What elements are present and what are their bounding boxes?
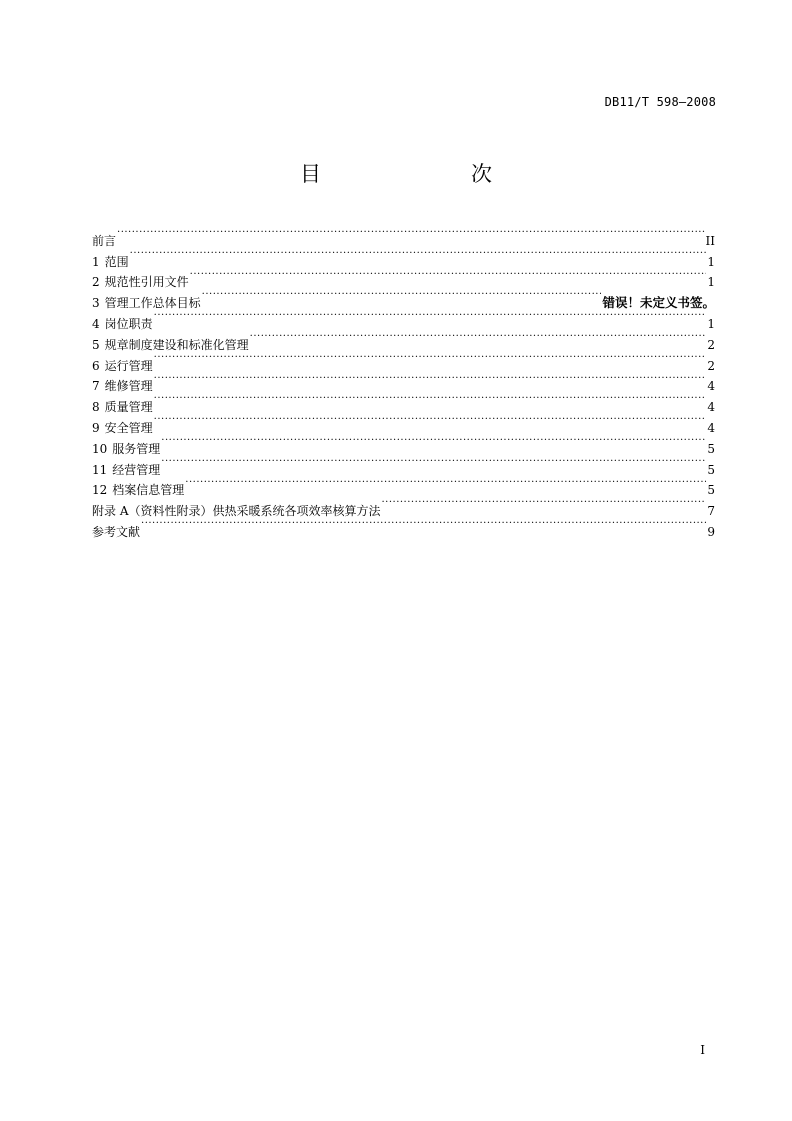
toc-entry-number: 9 — [92, 420, 100, 435]
toc-entry-number: 10 — [92, 441, 108, 456]
toc-entry-number: 7 — [92, 379, 100, 394]
toc-entry[interactable] — [92, 370, 715, 394]
toc-entry[interactable] — [92, 266, 715, 290]
toc-entry-number: 4 — [92, 316, 100, 331]
toc-entry-page: 4 — [707, 420, 715, 435]
toc-entry-number: 5 — [92, 337, 100, 352]
toc-entry-label: 维修管理 — [104, 379, 153, 394]
toc-leader-dots — [154, 390, 707, 411]
toc-entry-page: 4 — [707, 379, 715, 394]
toc-entry-label: 档案信息管理 — [112, 483, 185, 498]
toc-entry-number: 11 — [92, 462, 108, 477]
toc-entry[interactable] — [92, 224, 715, 248]
toc-entry-page: 1 — [707, 275, 715, 290]
toc-entry-page: 2 — [707, 358, 715, 373]
toc-entry[interactable] — [92, 494, 715, 519]
toc-entry-label: 附录 A（资料性附录）供热采暖系统各项效率核算方法 — [92, 504, 381, 519]
toc-entry[interactable] — [92, 307, 715, 331]
toc-entry-page: 7 — [707, 504, 715, 519]
toc-entry-label: 范围 — [104, 254, 129, 269]
toc-leader-dots — [154, 307, 707, 328]
toc-leader-dots — [154, 411, 707, 432]
toc-entry[interactable] — [92, 245, 715, 269]
toc-entry[interactable] — [92, 432, 715, 456]
toc-entry-number: 8 — [92, 400, 100, 415]
toc-leader-dots — [154, 370, 707, 391]
toc-leader-dots — [250, 328, 707, 349]
toc-entry[interactable] — [92, 474, 715, 498]
toc-entry-label: 经营管理 — [112, 462, 161, 477]
toc-entry-label: 服务管理 — [112, 441, 161, 456]
toc-entry-page: 9 — [707, 524, 715, 539]
toc-entry-label: 安全管理 — [104, 420, 153, 435]
toc-entry-label: 规范性引用文件 — [104, 275, 189, 290]
toc-leader-dots — [130, 245, 707, 266]
toc-entry-label: 质量管理 — [104, 400, 153, 415]
toc-leader-dots — [154, 349, 707, 370]
page-number: I — [700, 1043, 705, 1057]
toc-entry-label: 岗位职责 — [104, 316, 153, 331]
toc-entry-page: 1 — [707, 254, 715, 269]
toc-leader-dots — [190, 266, 707, 287]
toc-entry-label: 前言 — [92, 233, 117, 248]
toc-entry[interactable] — [92, 349, 715, 373]
toc-leader-dots — [381, 494, 706, 515]
toc-entry-label: 规章制度建设和标准化管理 — [104, 337, 249, 352]
toc-entry-error-message: 错误！未定义书签。 — [602, 295, 715, 311]
toc-leader-dots — [161, 453, 706, 474]
toc-leader-dots — [117, 224, 705, 245]
toc-entry-number: 2 — [92, 275, 100, 290]
document-code: DB11/T 598—2008 — [604, 95, 716, 109]
toc-entry-page: 5 — [707, 462, 715, 477]
toc-leader-dots — [202, 286, 602, 307]
toc-entry-label: 运行管理 — [104, 358, 153, 373]
toc-entry[interactable] — [92, 328, 715, 352]
toc-entry-page: 2 — [707, 337, 715, 352]
toc-leader-dots — [141, 515, 706, 536]
table-of-contents — [92, 224, 715, 539]
toc-entry-label: 管理工作总体目标 — [104, 296, 201, 311]
toc-entry-page: 4 — [707, 400, 715, 415]
toc-entry[interactable] — [92, 411, 715, 435]
toc-entry-page: 5 — [707, 483, 715, 498]
toc-entry[interactable] — [92, 453, 715, 477]
toc-entry[interactable] — [92, 390, 715, 415]
toc-leader-dots — [161, 432, 706, 453]
toc-entry-number: 12 — [92, 483, 108, 498]
toc-entry-page: 5 — [707, 441, 715, 456]
toc-entry[interactable] — [92, 515, 715, 539]
toc-entry-label: 参考文献 — [92, 524, 141, 539]
toc-entry-page: 1 — [707, 316, 715, 331]
page-title: 目 次 — [300, 162, 528, 186]
toc-entry-number: 3 — [92, 296, 100, 311]
toc-entry-page: II — [705, 233, 715, 248]
toc-leader-dots — [185, 474, 706, 495]
toc-entry-number: 6 — [92, 358, 100, 373]
toc-entry-number: 1 — [92, 254, 100, 269]
